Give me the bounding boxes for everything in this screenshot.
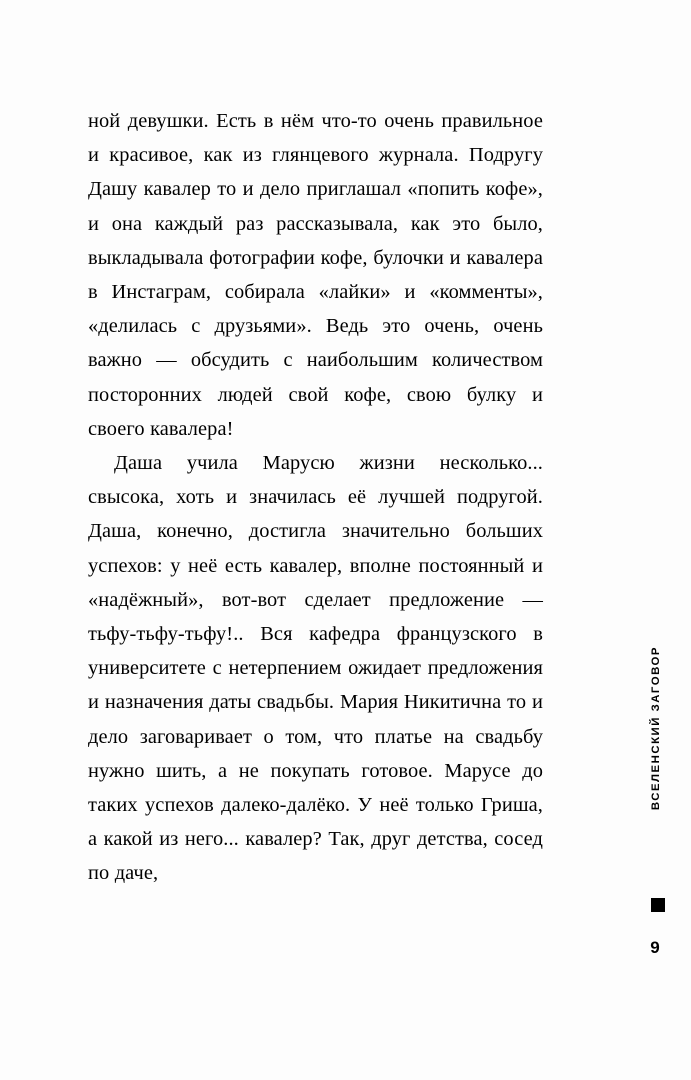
paragraph-2: Даша учила Марусю жизни несколько... свысока, хоть и значилась её лучшей подругой. Даша, конечно, достигла значительно больших успехов: у неё есть кавалер, вполне постоянный и «надёжный», вот-вот сделает предложение — тьфу-тьфу-тьфу!.. Вся кафедра французского в университете с нетерпением ожидает предложения и назначения даты свадьбы. Мария Никитична то и дело заговаривает о том, что платье на свадьбу нужно шить, а не покупать готовое. Марусе до таких успехов далеко-далёко. У неё только Гриша, а какой из него... кавалер? Так, друг детства, сосед по даче, — [88, 452, 543, 885]
paragraph-1: ной девушки. Есть в нём что-то очень правильное и красивое, как из глянцевого журнала. Подругу Дашу кавалер то и дело приглашал «попить кофе», и она каждый раз рассказывала, как это было, выкладывала фотографии кофе, булочки и кавалера в Инстаграм, собирала «лайки» и «комменты», «делилась с друзьями». Ведь это очень, очень важно — обсудить с наибольшим количеством посторонних людей свой кофе, свою булку и своего кавалера! — [88, 110, 543, 440]
page-number: 9 — [650, 938, 660, 957]
body-text-column — [88, 104, 543, 891]
square-bullet-icon — [651, 898, 665, 912]
running-head-label: ВСЕЛЕНСКИЙ ЗАГОВОР — [650, 646, 662, 811]
running-head — [643, 646, 669, 906]
